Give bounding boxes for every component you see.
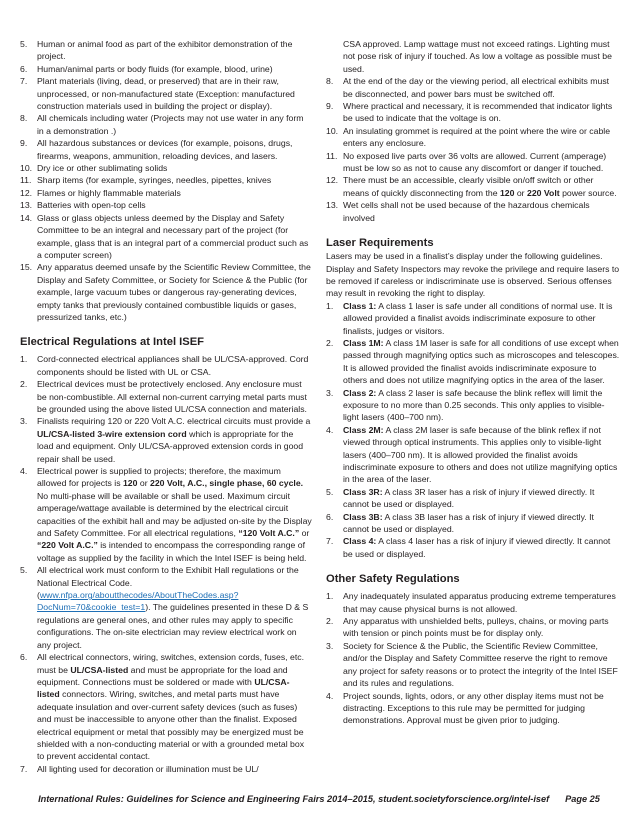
footer-text: International Rules: Guidelines for Science and Engineering Fairs 2014–2015, student.societyforscience.org/intel-isef [38, 794, 550, 804]
left-column [20, 38, 312, 775]
list-item: 11. No exposed live parts over 36 volts are allowed. Current (amperage) must be low so as not to cause any discomfort or danger if touched. [326, 150, 607, 174]
section-heading-electrical: Electrical Regulations at Intel ISEF [20, 336, 205, 349]
electrical-regulations-list-continued [326, 75, 620, 224]
right-column [326, 38, 620, 727]
list-item: 2. Electrical devices must be protectively enclosed. Any enclosure must be non-combustible. All external non-current carrying metal parts must be grounded using the above listed UL/CSA connection and materials. [20, 379, 307, 414]
prohibited-items-list [20, 38, 312, 323]
list-item: 7. Plant materials (living, dead, or preserved) that are in their raw, unprocessed, or non-manufactured state (Exception: manufactured construction materials used in building the project or display). [20, 76, 295, 112]
list-item: 13. Batteries with open-top cells [20, 200, 146, 211]
list-item: 1. Cord-connected electrical appliances shall be UL/CSA-approved. Cord components should be listed with UL or CSA. [20, 354, 309, 377]
list-item: 4. Electrical power is supplied to projects; therefore, the maximum allowed for projects is 120 or 220 Volt, A.C., single phase, 60 cycle. No multi-phase will be available or shall be used. Maximum circuit amperage/wattage available is determined by the electrical circuit capacities of the exhibit hall and may be adjusted on-site by the Display and Safety Committee. For all electrical regulations, “120 Volt A.C.” or “220 Volt A.C.” is intended to encompass the corresponding range of voltage as supplied by the facility in which the Intel ISEF is being held. [20, 466, 312, 563]
other-safety-list [326, 590, 620, 726]
list-item: 10. An insulating grommet is required at the point where the wire or cable enters any enclosure. [326, 125, 611, 149]
list-item: 3. Society for Science & the Public, the Scientific Review Committee, and/or the Display and Safety Committee reserve the right to remove any project for safety reasons or to protect the integrity of the Intel ISEF and its rules and regulations. [326, 640, 618, 689]
laser-intro: Lasers may be used in a finalist’s display under the following guidelines. Display and Safety Inspectors may revoke the privilege and require lasers to be removed if careless or indiscriminate use is observed. Serious offenses may result in revoking the right to display. [326, 251, 620, 299]
list-item: 9. All hazardous substances or devices (for example, poisons, drugs, firearms, weapons, ammunition, reloading devices, and lasers. [20, 138, 293, 161]
list-item: 4. Class 2M: A class 2M laser is safe because of the blink reflex if not viewed through optical instruments. This applies only to visible-light lasers (400–700 nm). It is allowed provided the finalist avoids indiscriminate exposure to others and does not utilize magnifying optics in the area of the laser. [326, 424, 618, 485]
list-item: 4. Project sounds, lights, odors, or any other display items must not be distracting. Exceptions to this rule may be permitted for judging demonstrations. Approval must be given prior to judging. [326, 690, 604, 726]
list-item: 8. All chemicals including water (Projects may not use water in any form in a demonstration .) [20, 113, 304, 136]
list-item: 5. Human or animal food as part of the exhibitor demonstration of the project. [20, 39, 293, 62]
list-item: 2. Class 1M: A class 1M laser is safe for all conditions of use except when passed through magnifying optics such as microscopes and telescopes. It is allowed provided the finalist avoids indiscriminate exposure to others and does not utilize magnifying optics in the area of the laser. [326, 337, 620, 386]
list-item: 12. There must be an accessible, clearly visible on/off switch or other means of quickly disconnecting from the 120 or 220 Volt power source. [326, 175, 617, 198]
list-item: 7. Class 4: A class 4 laser has a risk of injury if viewed directly. It cannot be used or displayed. [326, 536, 611, 559]
list-item: 2. Any apparatus with unshielded belts, pulleys, chains, or moving parts with tension or pinch points must be for display only. [326, 616, 609, 639]
list-item: 6. All electrical connectors, wiring, switches, extension cords, fuses, etc. must be UL/CSA-listed and must be appropriate for the load and equipment. Connections must be soldered or made with UL/CSA-listed connectors. Wiring, switches, and metal parts must have adequate insulation and over-current safety devices (such as fuses) and must be inaccessible to anyone other than the finalist. Exposed electrical equipment or metal that possibly may be energized must be shielded with a non-conducting material or with a grounded metal box to prevent accidental contact. [20, 652, 305, 762]
laser-class-list [326, 300, 620, 561]
list-item: 6. Human/animal parts or body fluids (for example, blood, urine) [20, 63, 273, 74]
page-number: Page 25 [565, 794, 600, 804]
list-item: 14. Glass or glass objects unless deemed by the Display and Safety Committee to be an integral and necessary part of the project (for example, glass that is an integral part of a commercial product such as a computer screen) [20, 212, 309, 260]
list-item: 5. Class 3R: A class 3R laser has a risk of injury if viewed directly. It cannot be used or displayed. [326, 486, 595, 510]
list-item: 8. At the end of the day or the viewing period, all electrical exhibits must be disconnected, and power bars must be switched off. [326, 76, 610, 99]
list-item: 3. Finalists requiring 120 or 220 Volt A.C. electrical circuits must provide a UL/CSA-listed 3-wire extension cord which is appropriate for the load and equipment. Only UL/CSA-approved extension cords in good repair shall be used. [20, 416, 311, 464]
section-heading-laser: Laser Requirements [326, 237, 434, 250]
list-item: 5. All electrical work must conform to the Exhibit Hall regulations or the National Electrical Code. (www.nfpa.org/aboutthecodes/AboutTheCodes.asp?DocNum=70&cookie_test=1). The guidelines presented in these D & S regulations are general ones, and other rules may apply to specific configurations. The on-site electrician may review electrical work on any project. [20, 565, 309, 650]
list-item: 9. Where practical and necessary, it is recommended that indicator lights be used to indicate that the voltage is on. [326, 101, 613, 124]
nfpa-code-link[interactable]: www.nfpa.org/aboutthecodes/AboutTheCodes.asp?DocNum=70&cookie_test=1 [37, 590, 239, 613]
continued-text: CSA approved. Lamp wattage must not exceed ratings. Lighting must not pose risk of injury if touched. As low a voltage as possible must be used. [343, 39, 612, 74]
list-item: 3. Class 2: A class 2 laser is safe because the blink reflex will limit the exposure to no more than 0.25 seconds. This only applies to visible-light lasers (400–700 nm). [326, 387, 605, 423]
list-item: 1. Class 1: A class 1 laser is safe under all conditions of normal use. It is allowed provided a finalist avoids indiscriminate exposure to other finalists, judges or visitors. [326, 300, 613, 336]
electrical-regulations-list [20, 353, 312, 775]
list-item: 12. Flames or highly flammable materials [20, 187, 181, 198]
list-item: 1. Any inadequately insulated apparatus producing extreme temperatures that may cause physical burns is not allowed. [326, 591, 616, 614]
list-item: 15. Any apparatus deemed unsafe by the Scientific Review Committee, the Display and Safety Committee, or Society for Science & the Public (for example, large vacuum tubes or dangerous ray-generating devices, empty tanks that previously contained combustible liquids or gases, pressurized tanks, etc.) [20, 262, 311, 322]
list-item: 10. Dry ice or other sublimating solids [20, 163, 168, 174]
list-item: 11. Sharp items (for example, syringes, needles, pipettes, knives [20, 175, 272, 186]
list-item: 6. Class 3B: A class 3B laser has a risk of injury if viewed directly. It cannot be used or displayed. [326, 511, 594, 535]
list-item: 13. Wet cells shall not be used because of the hazardous chemicals involved [326, 200, 590, 223]
section-heading-other-safety: Other Safety Regulations [326, 573, 460, 586]
list-item: 7. All lighting used for decoration or illumination must be UL/ [20, 763, 259, 774]
page-footer [0, 794, 638, 804]
